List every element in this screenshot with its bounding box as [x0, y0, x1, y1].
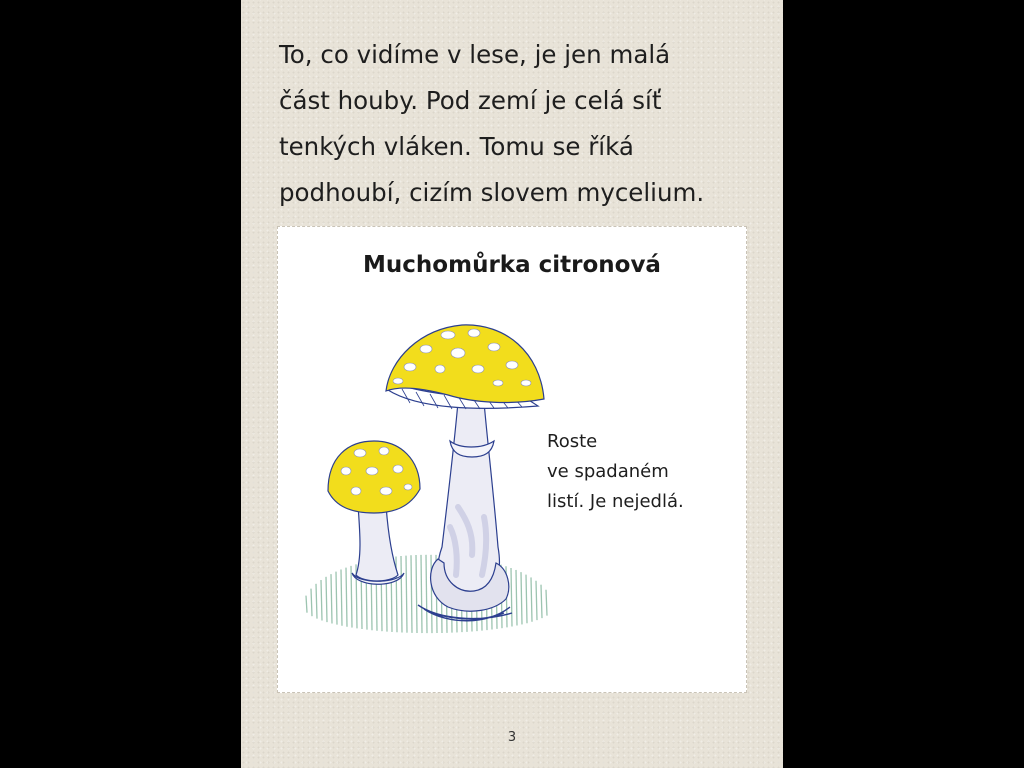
grass-stroke: [536, 581, 537, 620]
grass-stroke: [336, 572, 337, 625]
intro-line: část houby. Pod zemí je celá síť: [279, 86, 662, 115]
grass-stroke: [331, 574, 332, 623]
grass-stroke: [531, 577, 532, 621]
intro-line: To, co vidíme v lese, je jen malá: [279, 40, 671, 69]
note-line: Roste: [547, 431, 598, 452]
grass-stroke: [401, 556, 402, 632]
intro-paragraph: [279, 32, 759, 216]
grass-stroke: [411, 555, 412, 633]
grass-hatching: [306, 555, 547, 633]
species-note: [547, 427, 737, 517]
grass-stroke: [511, 568, 512, 627]
grass-stroke: [431, 555, 432, 633]
grass-stroke: [521, 572, 522, 624]
grass-stroke: [341, 570, 342, 626]
species-card: [277, 226, 747, 693]
grass-stroke: [346, 568, 347, 627]
grass-stroke: [541, 585, 542, 618]
grass-stroke: [351, 566, 352, 628]
grass-stroke: [546, 590, 547, 616]
grass-stroke: [326, 577, 327, 622]
note-line: ve spadaném: [547, 461, 669, 482]
note-line: listí. Je nejedlá.: [547, 491, 684, 512]
small-mushroom-stem: [356, 505, 398, 581]
species-title: Muchomůrka citronová: [363, 252, 661, 278]
page-number: 3: [507, 730, 517, 745]
grass-stroke: [526, 575, 527, 624]
grass-stroke: [426, 555, 427, 633]
grass-stroke: [421, 555, 422, 633]
grass-stroke: [321, 580, 322, 620]
book-page: [241, 0, 783, 768]
grass-stroke: [311, 589, 312, 617]
large-mushroom-stem: [438, 402, 499, 597]
intro-line: podhoubí, cizím slovem mycelium.: [279, 178, 705, 207]
grass-stroke: [306, 596, 307, 613]
grass-stroke: [406, 556, 407, 633]
grass-stroke: [316, 584, 317, 619]
grass-stroke: [516, 570, 517, 626]
small-mushroom-cap: [328, 441, 420, 513]
mushroom-illustration: [298, 307, 558, 637]
intro-line: tenkých vláken. Tomu se říká: [279, 132, 634, 161]
grass-stroke: [416, 555, 417, 633]
